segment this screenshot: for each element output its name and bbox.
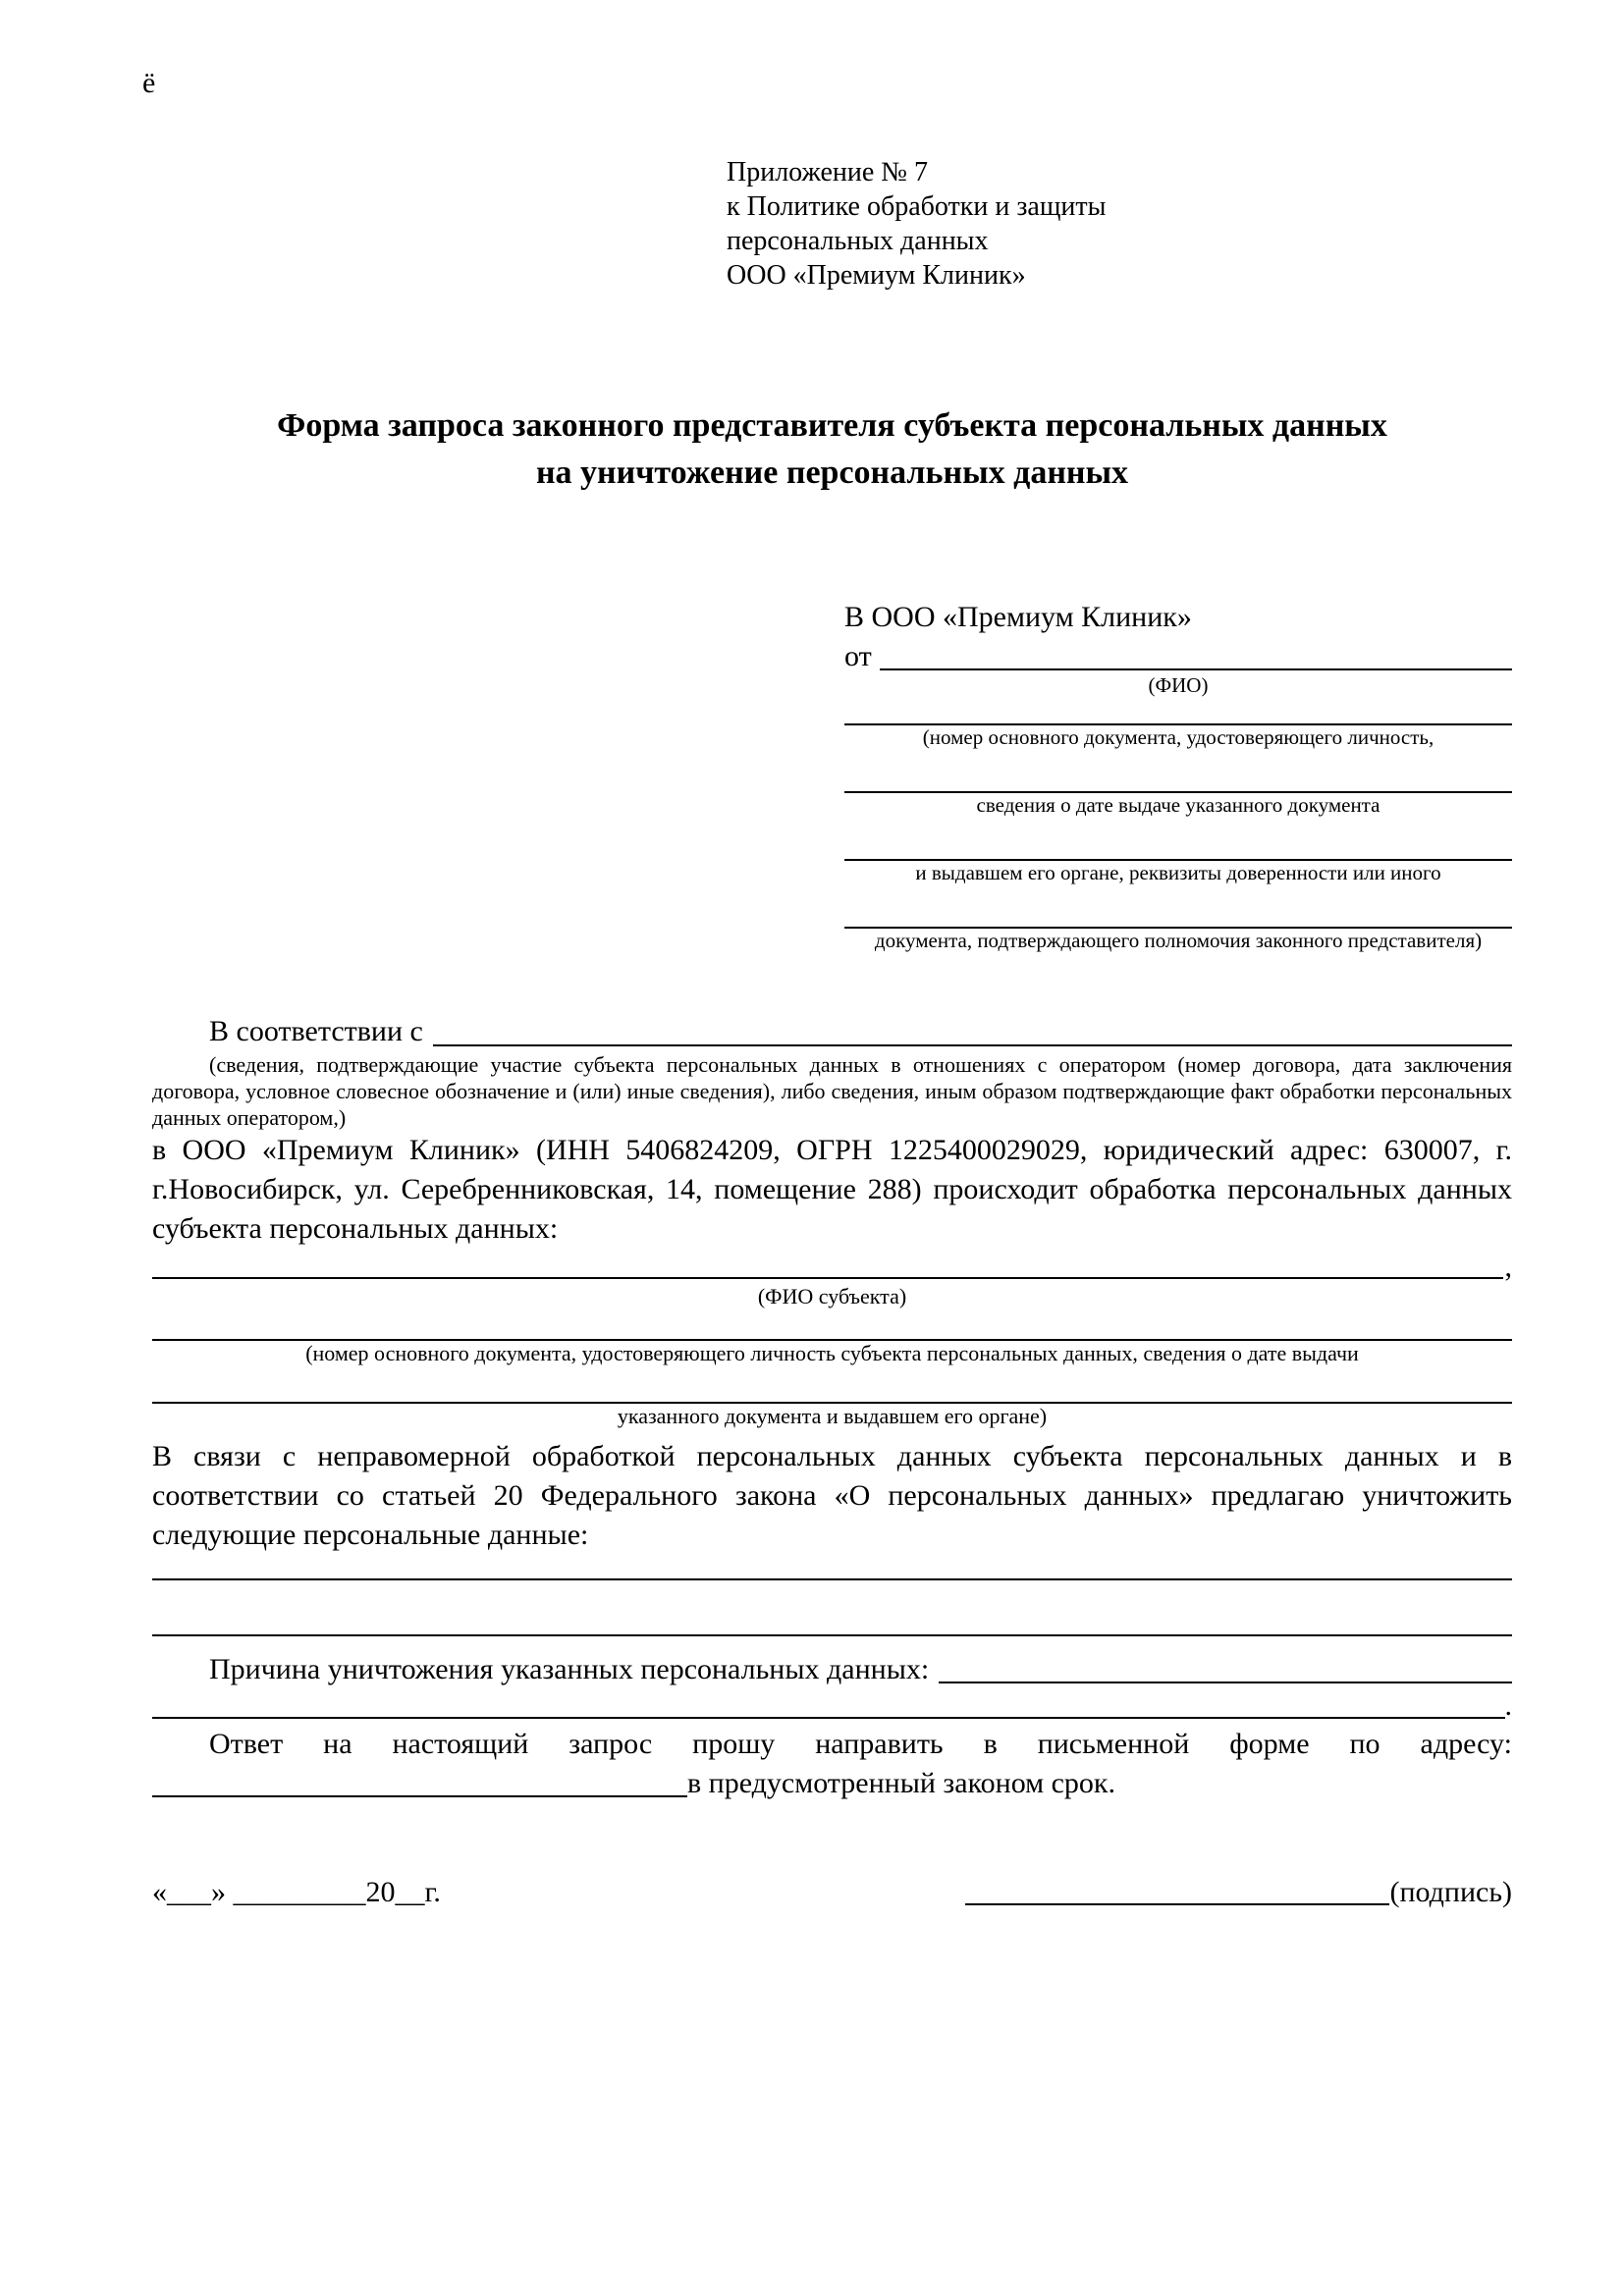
- fio-blank-line: [880, 640, 1512, 670]
- date-line: «___» _________20__г.: [152, 1876, 441, 1908]
- signature-caption: (подпись): [1389, 1876, 1512, 1908]
- response-paragraph: Ответ на настоящий запрос прошу направить в письменной форме по адресу:: [209, 1728, 1512, 1760]
- signature-blank-line: [965, 1903, 1389, 1905]
- doc-caption: (номер основного документа, удостоверяющего личность,: [922, 725, 1435, 749]
- response-tail-row: [152, 1764, 1512, 1803]
- subject-doc-caption: (номер основного документа, удостоверяющего личность субъекта персональных данных, сведения о дате выдачи: [305, 1341, 1359, 1365]
- main-body: [152, 1012, 1512, 1911]
- reason-continuation-row: [152, 1689, 1512, 1723]
- reason-label: Причина уничтожения указанных персональных данных:: [209, 1653, 930, 1685]
- fio-caption: (ФИО): [1148, 673, 1209, 697]
- unlawful-paragraph: В связи с неправомерной обработкой персональных данных субъекта персональных данных и в соответствии со статьей 20 Федерального закона «О персональных данных» предлагаю уничтожить следующие персональные данные:: [152, 1440, 1512, 1551]
- doc-date-blank-line: [844, 750, 1512, 793]
- document-title: [152, 402, 1512, 497]
- footer-row: [152, 1874, 1512, 1911]
- subject-fio-caption: (ФИО субъекта): [757, 1284, 907, 1308]
- stray-letter: ё: [142, 67, 156, 99]
- from-label: от: [844, 640, 872, 672]
- according-label: В соответствии с: [209, 1015, 423, 1047]
- trailing-period: .: [1504, 1689, 1512, 1722]
- appendix-line: к Политике обработки и защиты: [727, 191, 1107, 222]
- response-tail-text: в предусмотренный законом срок.: [687, 1767, 1115, 1799]
- appendix-block: [727, 0, 1512, 293]
- appendix-line: персональных данных: [727, 226, 989, 256]
- reason-blank-line-2: [152, 1717, 1505, 1719]
- subject-doc-issuer-blank-line: [152, 1366, 1512, 1404]
- subject-doc-blank-line: [152, 1309, 1512, 1341]
- operator-paragraph: в ООО «Премиум Клиник» (ИНН 5406824209, ОГРН 1225400029029, юридический адрес: 630007, г. г.Новосибирск, ул. Серебренниковская, 14, помещение 288) происходит обработка персональных данных субъекта персональных данных:: [152, 1134, 1512, 1245]
- addressee-to: В ООО «Премиум Клиник»: [844, 601, 1192, 633]
- doc-authority-blank-line: [844, 885, 1512, 929]
- according-row: [152, 1012, 1512, 1051]
- doc-issuer-blank-line: [844, 818, 1512, 861]
- subject-fio-row: [152, 1249, 1512, 1284]
- according-blank-line: [433, 1012, 1512, 1046]
- doc-number-blank-line: [844, 698, 1512, 725]
- reason-blank-line: [939, 1650, 1512, 1683]
- document-title-line1: Форма запроса законного представителя субъекта персональных данных: [277, 407, 1387, 444]
- data-blank-line: [152, 1555, 1512, 1580]
- appendix-line: ООО «Премиум Клиник»: [727, 260, 1026, 291]
- subject-doc-caption: указанного документа и выдавшем его органе): [617, 1404, 1048, 1428]
- according-note: (сведения, подтверждающие участие субъекта персональных данных в отношениях с оператором (номер договора, дата заключения договора, условное словесное обозначение и (или) иные сведения), либо сведения, иным образом подтверждающие факт обработки персональных данных оператором,): [152, 1052, 1512, 1130]
- data-blank-line: [152, 1580, 1512, 1636]
- doc-caption: и выдавшем его органе, реквизиты доверенности или иного: [915, 861, 1441, 884]
- reason-row: [152, 1650, 1512, 1689]
- address-blank-line: [152, 1764, 687, 1797]
- doc-caption: документа, подтверждающего полномочия законного представителя): [874, 929, 1483, 952]
- trailing-comma: ,: [1504, 1251, 1512, 1283]
- signature-group: [965, 1874, 1512, 1911]
- subject-fio-blank-line: [152, 1277, 1503, 1279]
- appendix-line: Приложение № 7: [727, 157, 928, 187]
- doc-caption: сведения о дате выдаче указанного документа: [976, 793, 1380, 817]
- addressee-block: [844, 599, 1512, 953]
- from-row: [844, 640, 1512, 673]
- document-title-line2: на уничтожение персональных данных: [535, 454, 1129, 491]
